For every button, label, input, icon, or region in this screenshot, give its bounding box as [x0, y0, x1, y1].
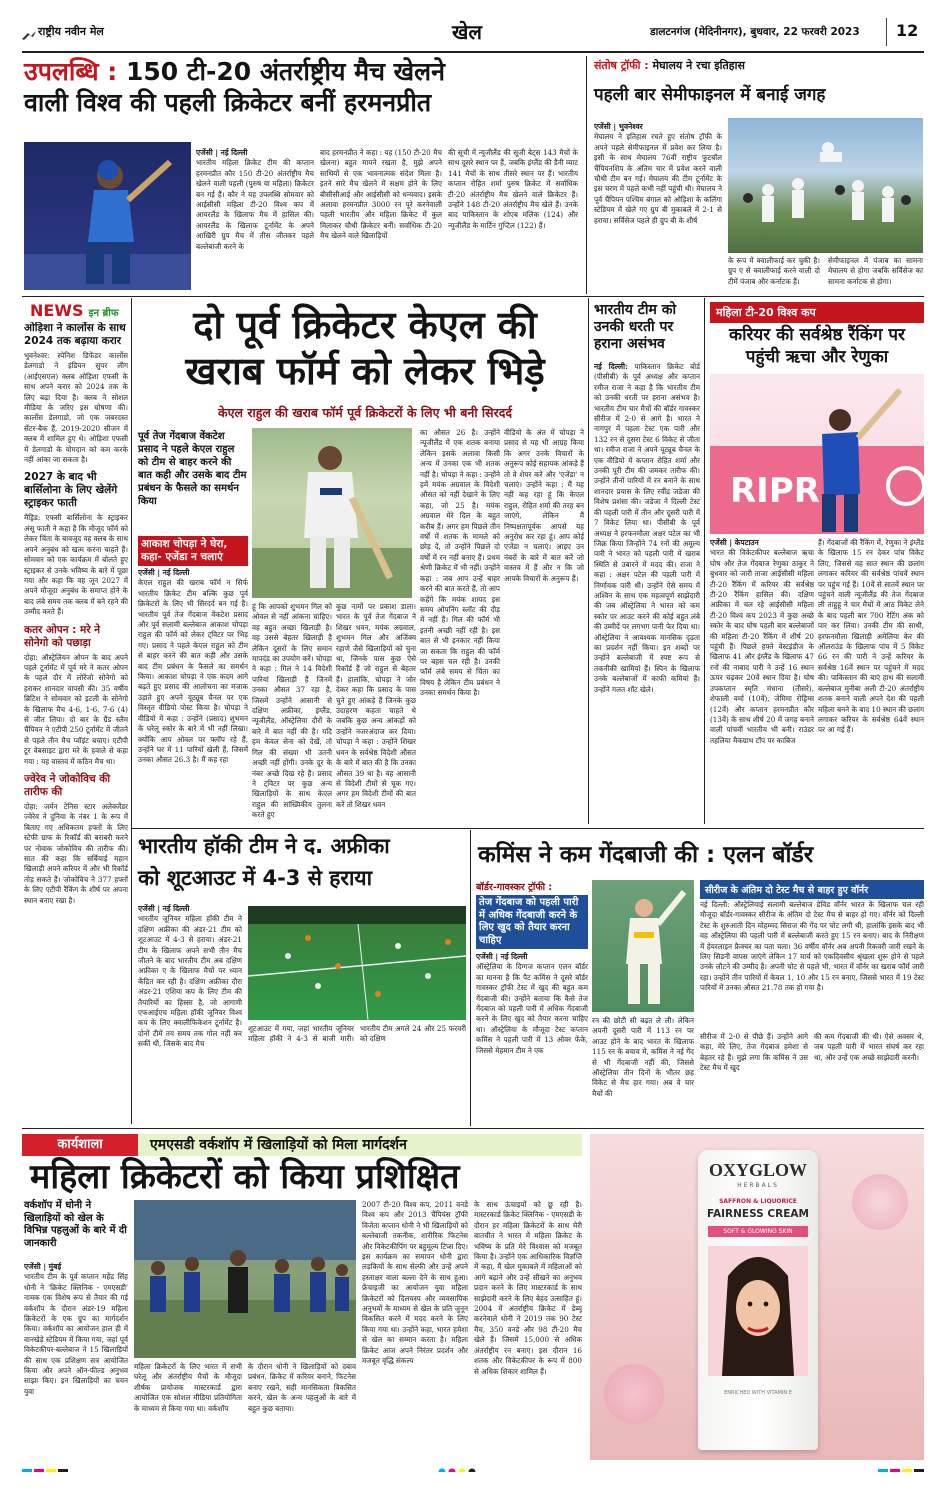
- pakistan-headline: भारतीय टीम को उनकी धरती पर हराना असंभव: [594, 302, 677, 352]
- paper-logo-icon: [22, 26, 36, 36]
- santosh-dateline: एजेंसी | भुवनेश्वर: [594, 122, 643, 131]
- ad-product-line: SAFFRON & LIQUORICE: [719, 1198, 797, 1205]
- ad-brand: OXYGLOW: [708, 1160, 807, 1180]
- lead-headline-1: 150 टी-20 अंतर्राष्ट्रीय मैच खेलने: [125, 57, 445, 86]
- brief-2-head: 2027 के बाद भी बार्सिलोना के लिए खेलेंगे स्ट्राइकर फाती: [24, 471, 118, 510]
- santosh-body-col3: सेमीफाइनल में पंजाब का सामना मेघालय से होगा जबकि सर्विसेज का सामना कर्नाटक से होगा।: [828, 256, 923, 286]
- rahul-pullquote: पूर्व तेज गेंदबाज वेंकटेश प्रसाद ने पहले केएल राहुल को टीम से बाहर करने की बात कही और उसके बाद टीम प्रबंधन के फैसले का समर्थन किया: [138, 431, 247, 507]
- meghalaya-team-photo: [728, 118, 923, 253]
- cummins-box: [476, 880, 588, 949]
- lead-headline: [24, 58, 580, 118]
- ad-brand-sub: HERBALS: [737, 1182, 779, 1189]
- cummins-box-head: तेज गेंदबाज को पहली पारी में अधिक गेंदबाजी करने के लिए खुद को तैयार करना चाहिए: [476, 895, 588, 949]
- lead-headline-2: वाली विश्व की पहली क्रिकेटर बनीं हरमनप्रीत: [24, 87, 432, 117]
- richa-body-col2: हैं। गेंदबाजों की रैंकिंग में, रेणुका ने इंग्लैंड के खिलाफ 15 रन देकर पांच विकेट लिए, जिससे वह सात स्थान की छलांग लगाकर करियर की सर्वश्रेष्ठ पांचवें स्थान पर पहुंच गई हैं। 10वें से सातवें स्थान पर पहुंचने वाली न्यूजीलैंड की तेज गेंदबाज ली ताहुहू ने चार मैचों में आठ विकेट लेने के बाद पहली बार 700 रेटिंग अंक को पार कर लिया। उनकी टीम की साथी, हरफनमौला खिलाड़ी अमेलिया केर की ऑलराउंड के खिलाफ पांच में 5 विकेट 66 रन की पारी ने उन्हें करियर के सर्वश्रेष्ठ 16वें स्थान पर पहुंचने में मदद की। पाकिस्तान की बाएं हाथ की सलामी बल्लेबाज मुनीबा अली टी-20 अंतर्राष्ट्रीय शतक बनाने वाली अपने देश की पहली महिला बनने के बाद 10 स्थान की छलांग लगाकर करियर के सर्वश्रेष्ठ 64वें स्थान पर आ गई हैं।: [818, 538, 924, 735]
- harmanpreet-photo: [24, 142, 191, 290]
- richa-body-col1: भारत की विकेटकीपर बल्लेबाज ऋचा घोष और तेज गेंदबाज रेणुका ठाकुर ने बुधवार को जारी ताजा आईसीसी महिला टी-20 रैंकिंग में करियर की सर्वश्रेष्ठ टी-20 रैंकिंग हासिल की। दक्षिण अफ्रीका में चल रहे आईसीसी महिला टी-20 विश्व कप 2023 में कुछ अच्छे स्कोर के बाद घोष पहली बार बल्लेबाजों की महिला टी-20 रैंकिंग में शीर्ष 20 पहुंची हैं। पिछले हफ्ते वेस्टइंडीज के खिलाफ 41 और इंग्लैंड के खिलाफ 47 रनों की नाबाद पारी ने उन्हें 16 स्थान ऊपर चढ़कर 20वें स्थान दिया है। घोष उपकप्तान स्मृति मंधाना (तीसरे), शेफाली वर्मा (10वें), जेमिमा रोड्रिग्स (12वें) और कप्तान हरमनप्रीत कौर (13वें) के साथ शीर्ष 20 में जगह बनाने वाली पांचवीं भारतीय भी बनी। राउंडर तहलिया मैकग्राथ टॉप पर काबिज: [710, 548, 814, 745]
- news-brief-column: [24, 322, 128, 1124]
- warner-body: नई दिल्ली: ऑस्ट्रेलियाई सलामी बल्लेबाज डेविड वॉर्नर भारत के खिलाफ चल रही मौजूदा बॉर्डर-गावस्कर सीरीज के अंतिम दो टेस्ट मैच से बाहर हो गए। वॉर्नर को दिल्ली टेस्ट के शुरुआती दिन मोहम्मद सिराज की गेंद पर चोट लगी थी, हालांकि इसके बाद भी वह ऑस्ट्रेलिया की पहली पारी में बल्लेबाजी करते हुए 15 रन बनाए। बाद के निरीक्षण में हेयरलाइन फ्रैक्चर का पता चला। 36 वर्षीय वॉर्नर अब अपनी रिकवरी जारी रखने के लिए सिडनी वापस जाएंगे लेकिन 17 मार्च को एकदिवसीय श्रृंखला शुरू होने से पहले उनके लौटने की उम्मीद है। अपनी चोट से पहले भी, भारत में वॉर्नर का खराब फॉर्म जारी रहा। उन्होंने तीन पारियों में केवल 1, 10 और 15 रन बनाए, जिससे भारत में 19 टेस्ट पारियों में उनका औसत 21.78 तक हो गया है।: [700, 900, 924, 993]
- workshop-body-col1: भारतीय टीम के पूर्व कप्तान महेंद्र सिंह धोनी ने 'क्रिकेट क्लिनिक - एमएसडी' नामक एक विशेष रूप से तैयार की गई वर्कशॉप के दौरान अंडर-19 महिला क्रिकेटरों के एक ग्रुप का मार्गदर्शन किया। वर्कशॉप का आयोजन हाल ही में वानखेड़े स्टेडियम में किया गया, जहां पूर्व विकेटकीपर-बल्लेबाज ने 15 खिलाड़ियों की साथ एक प्रशिक्षण सत्र आयोजित किया और अपने ऑन-फील्ड अनुभव साझा किए। इन खिलाड़ियों का चयन युवा: [24, 1272, 128, 1396]
- santosh-body-col2: के रूप में क्वालीफाई कर चुकी है। ग्रुप ए से क्वालीफाई करने वाली दो टीमें पंजाब और कर्नाटक हैं।: [728, 256, 820, 286]
- rahul-body-col1: केएल राहुल की खराब फॉर्म न सिर्फ भारतीय क्रिकेट टीम बल्कि कुछ पूर्व क्रिकेटरों के लिए भी सिरदर्द बन गई है। भारतीय पूर्व तेज गेंदबाज वेंकटेश प्रसाद और पूर्व सलामी बल्लेबाज आकाश चोपड़ा राहुल की फॉर्म को लेकर ट्विटर पर भिड़ गए। प्रसाद ने पहले केएल राहुल को टीम से बाहर करने की बात कही और उसके बाद टीम प्रबंधन के फैसले का समर्थन किया। आकाश चोपड़ा ने एक कदम आगे बढ़ते हुए प्रसाद की आलोचना का मजाक उड़ाते हुए अपने यूट्यूब चैनल पर एक विस्तृत वीडियो पोस्ट किया है। चोपड़ा ने वीडियो में कहा : उन्होंने (प्रसाद) शुभमन के घरेलू स्कोर के बारे में भी नहीं लिखा। क्योंकि आप ओवल पर फ्लॉप रहे हैं, उन्होंने घर में 11 पारियों खेली हैं, जिसमें उनका औसत 26.3 है। मैं कह रहा: [138, 578, 248, 765]
- lead-kicker: उपलब्धि :: [24, 57, 118, 86]
- pakistan-dateline: नई दिल्ली:: [594, 362, 628, 371]
- dhoni-workshop-photo: [134, 1200, 356, 1358]
- registration-bar: [22, 1462, 924, 1472]
- rahul-body-col3: कुछ नामों पर प्रकाश डाला। भारत के पूर्व तेज गेंदबाज ने शिखर धवन, मयंक अग्रवाल, शुभमन गिल और अजिंक्य रहाणे जैसे खिलाड़ियों को चुना था, जिनके पास कुछ ऐसे रिकॉर्ड हैं जो राहुल से बेहतर हैं। हालांकि, चोपड़ा ने जोर देकर कहा कि प्रसाद के पास चुने हुए आंकड़े हैं जिनके कुछ उदाहरण कहता चाहते थे जबकि कुछ अन्य आंकड़ों को उन्होंने नजरअंदाज कर दिया। चोपड़ा ने कहा : उन्होंने शिखर धवन के सर्वश्रेष्ठ विदेशी औसत के बारे में बात की है कि उनका औसत 39 था है। वह आसानी से विदेशी टीमों से चूक गए। अगर हम विदेशी टीमों की बात करें तो शिखर धवन: [336, 602, 416, 809]
- dateline: डालटनगंज (मेदिनीनगर), बुधवार, 22 फरवरी 2023: [650, 26, 860, 38]
- workshop-body-col2: महिला क्रिकेटरों के लिए भारत में सभी घरेलू और अंतर्राष्ट्रीय मैचों के मौजूदा शीर्षक प्रायोजक मास्टरकार्ड द्वारा आयोजित एक सोशल मीडिया प्रतियोगिता के माध्यम से किया गया था। वर्कशॉप: [134, 1362, 242, 1413]
- pakistan-body: पाकिस्तान क्रिकेट बोर्ड (पीसीबी) के पूर्व अध्यक्ष और कप्तान रमीज राजा ने कहा है कि भारतीय टीम को उनकी धरती पर हराना असंभव है। भारतीय टीम चार मैचों की बॉर्डर गावस्कर सीरीज में 2-0 से आगे है। भारत ने नागपुर में पहला टेस्ट एक पारी और 132 रन से दूसरा टेस्ट 6 विकेट से जीता था। रमीज राजा ने अपने यूट्यूब चैनल के एक वीडियो में कप्तान रोहित शर्मा और उनकी पूरी टीम की जमकर तारीफ की। उन्होंने तीनों पारियों में रन बनाने के साथ शानदार प्रयास के लिए रवींद्र जडेजा की विशेष प्रशंसा की। जडेजा ने दिल्ली टेस्ट की पहली पारी में तीन और दूसरी पारी में 7 विकेट लिया था। पीसीबी के पूर्व अध्यक्ष ने हरफनमौला अक्षर पटेल का भी जिक्र किया जिन्होंने 74 रनों की अमूल्य पारी ने भारत को पहली पारी में खराब स्थिति से उबारने में मदद की। राजा ने कहा : अक्षर पटेल की पहली पारी में निर्णायक पारी थी। उन्होंने ऐसे समय में अश्विन के साथ एक महत्वपूर्ण साझेदारी की जब ऑस्ट्रेलिया ने भारत को कम स्कोर पर आउट करने की कोई बहुत लंबे की उम्मीदें पर लगभग पानी फेर दिया था। ऑस्ट्रेलिया ने आवश्यक मानसिक दृढ़ता का प्रदर्शन नहीं किया। इन शब्दों पर उन्होंने बल्लेबाजी में स्पष्ट रूप से तकनीकी खामियां हैं। स्पिन के खिलाफ उनके बल्लेबाजों में काफी कमियां हैं। उन्होंने गलत शॉट खेले।: [594, 362, 700, 694]
- workshop-tag: कार्यशाला: [22, 1134, 138, 1156]
- workshop-kicker: एमएसडी वर्कशॉप में खिलाड़ियों को मिला मार्गदर्शन: [150, 1137, 407, 1153]
- rahul-body-col5: वीडियो के अंत में चोपड़ा ने प्रसाद से यह भी आग्रह किया कि अगर उनके विचारों के अनुरूप कोई सहायक आंकड़े हैं तो वे शेयर करें और 'एजेंडा' न चलाएं। उन्होंने कहा : मैं यह नहीं कह रहा हूं कि केएल राहुल, रोहित शर्मा की तरह बन जाएंगे, लेकिन मैं निष्पक्षतापूर्वक आपसे यह अनुरोध कर रहा हूं। आप कोई एजेंडा न चलाएं। आइए उन नंबरों के बारे में बात करें जो वास्तव में हैं और न कि जो आपके विचारों के अनुरूप हैं।: [504, 428, 584, 583]
- news-brief-label: NEWS इन ब्रीफ: [30, 301, 119, 320]
- richa-dateline: एजेंसी | केपटाउन: [710, 538, 759, 547]
- cummins-headline: कमिंस ने कम गेंदबाजी की : एलन बॉर्डर: [478, 842, 814, 868]
- ad-pink-orb-left: [604, 1364, 664, 1424]
- page-number: 12: [896, 21, 919, 40]
- richa-ghosh-photo: [710, 374, 924, 534]
- hockey-headline-2: को शूटआउट में 4-3 से हराया: [138, 866, 373, 890]
- ad-tagline: SOFT & GLOWING SKIN: [708, 1226, 808, 1237]
- brief-3-body: दोहा: ऑस्ट्रेलियन ओपन के बाद अपने पहले टूर्नामेंट में पूर्व मरे ने कतर ओपन के पहले दौर में लोरेंजो सोनेगो को हराकर शानदार वापसी की। 35 वर्षीय ब्रिटिश ने सोमवार को इटली के सोनेगो के खिलाफ मैच 4-6, 1-6, 7-6 (4) से जीत लिया। दो बार के ग्रैंड स्लैम चैंपियन ने एटीपी 250 टूर्नामेंट में जीतने से पहले तीन मैच प्वॉइंट बचाए। एटीपी टूर वेबसाइट द्वारा मरे के हवाले से कहा गया : यह वास्तव में कठिन मैच था।: [24, 652, 128, 766]
- brief-3-head: कतर ओपन : मरे ने सोनेगो को पछाड़ा: [24, 623, 101, 649]
- lead-body-col2: बाद हरमनप्रीत ने कहा : यह (150 टी-20 मैच खेलना) बहुत मायने रखता है, मुझे अपने साथियों से एक भावनात्मक संदेश मिला है। इतने सारे मैच खेलने में सक्षम होने के लिए बीसीसीआई और आईसीसी को धन्यवाद। इसके अलावा हरमनप्रीत 3000 रन पूरे करनेवाली पहली भारतीय और महिला क्रिकेट में कुल मिलाकर चौथी क्रिकेटर बनीं। सर्वाधिक टी-20 मैच खेलने वाले खिलाड़ियों: [320, 148, 442, 241]
- brief-4-head: ज्वेरेव ने जोकोविच की तारीफ की: [24, 773, 111, 798]
- brief-1-head: ओड़िशा ने कार्लोस के साथ 2024 तक बढ़ाया करार: [24, 322, 126, 347]
- ad-small-text: ENRICHED WITH VITAMIN E: [724, 1390, 792, 1396]
- workshop-box-head: वर्कशॉप में धोनी ने खिलाड़ियों को खेल के विभिन्न पहलुओं के बारे में दी जानकारी: [24, 1200, 127, 1249]
- hockey-match-photo: [248, 906, 466, 1020]
- workshop-body-col4: 2007 टी-20 विश्व कप, 2011 वनडे विश्व कप और 2013 चैंपियंस ट्रॉफी विजेता कप्तान धोनी ने भी खिलाड़ियों को बल्लेबाजी तकनीक, शारीरिक फिटनेस और विकेटकीपिंग पर बहुमूल्य टिप्स दिए। इस कार्यक्रम का समापन धोनी द्वारा लड़कियों के साथ सेल्फी और उन्हें अपने हस्ताक्षर वाला बल्ला देने के साथ हुआ। फ्रेंचाइजी का आयोजन युवा महिला क्रिकेटरों को दिलचस्प और व्यवसायिक अनुभवों के माध्यम से खेल के प्रति जुनून विकसित करने में मदद करने के लिए किया गया था। उन्होंने कहा, भारत हमेशा से खेल का सम्मान करता है। महिला क्रिकेट आज अपने निरंतर प्रदर्शन और मजबूत वृद्धि संकल्प: [362, 1200, 468, 1366]
- kl-rahul-photo: [252, 428, 412, 598]
- ad-model-face: [708, 1246, 808, 1376]
- cummins-body-col2: रन की छोटी सी बढ़त ले ली। लेकिन अपनी दूसरी पारी में 113 रन पर आउट होने के बाद भारत के खिलाफ 115 रन के बचाव में, कमिंस ने नई गेंद से भी गेंदबाजी नहीं की, जिससे ऑस्ट्रेलिया तीन दिनों के भीतर छह विकेट से मैच हार गया। अब वे चार मैचों की: [592, 1016, 694, 1098]
- workshop-body-col5: के साथ ऊंचाइयों को छू रही है। मास्टरकार्ड क्रिकेट क्लिनिक - एमएसडी के दौरान हर महिला क्रिकेटरों के साथ मेरी बातचीत ने भारत में महिला क्रिकेट के भविष्य के प्रति मेरे विश्वास को मजबूत किया है। उन्होंने एक आधिकारिक विज्ञप्ति में कहा, मैं खेल मुकाबले में महिलाओं को आगे बढ़ाने और उन्हें सीखने का अनुभव प्रदान करने के लिए मास्टरकार्ड के साथ साझेदारी करने के लिए बेहद उत्साहित हूं। 2004 में अंतर्राष्ट्रीय क्रिकेट में डेब्यू करनेवाले धोनी ने 2019 तक 90 टेस्ट मैच, 350 वनडे और 98 टी-20 मैच खेले हैं। जिसमें 15,000 से अधिक अंतर्राष्ट्रीय रन बनाए। इस दौरान 16 शतक और विकेटकीपर के रूप में 800 से अधिक शिकार शामिल हैं।: [474, 1200, 582, 1376]
- ad-pink-orb-right: [852, 1174, 908, 1230]
- section-name: खेल: [452, 20, 482, 44]
- rahul-headline-1: दो पूर्व क्रिकेटर केएल की: [193, 303, 537, 347]
- lead-dateline: एजेंसी | नई दिल्ली: [196, 148, 248, 157]
- ad-tube: [698, 1150, 818, 1450]
- masthead: [22, 18, 924, 50]
- lead-body-col3: की सूची में न्यूजीलैंड की सूजी बेट्स 143 मैचों के साथ दूसरे स्थान पर हैं, जबकि इंग्लैंड की डैनी व्याट 141 मैचों के साथ तीसरे स्थान पर हैं। भारतीय कप्तान रोहित शर्मा पुरुष क्रिकेट में सर्वाधिक टी-20 अंतर्राष्ट्रीय मैच खेलने वाले क्रिकेटर हैं। उन्होंने 148 टी-20 अंतर्राष्ट्रीय मैच खेले हैं। उनके बाद पाकिस्तान के शोएब मलिक (124) और न्यूजीलैंड के मार्टिन गुप्टिल (122) हैं।: [448, 148, 578, 230]
- paper-name: राष्ट्रीय नवीन मेल: [38, 25, 104, 38]
- brief-1-body: भुवनेश्वर: स्पेनिश डिफेंडर कार्लोस डेलगाडो ने इंडियन सुपर लीग (आईएसएल) क्लब ओड़िशा एफसी के साथ अपने करार को 2024 तक के लिए बढ़ा दिया है। क्लब ने सोशल मीडिया के जरिए इस घोषणा की। कार्लोस डेलगाडो, जो एक जबरदस्त सेंटर-बैक हैं, 2019-2020 सीजन में क्लब में शामिल हुए थे। ओड़िशा एफसी में डेलगाडो के योगदान को कम करके नहीं आंका जा सकता है।: [24, 351, 128, 465]
- warner-kicker: सीरीज के अंतिम दो टेस्ट मैच से बाहर हुए वॉर्नर: [700, 880, 924, 899]
- ad-product: FAIRNESS CREAM: [707, 1208, 809, 1220]
- rahul-dateline: एजेंसी | नई दिल्ली: [138, 568, 190, 577]
- workshop-headline: महिला क्रिकेटरों को किया प्रशिक्षित: [30, 1157, 460, 1197]
- santosh-body-col1: मेघालय ने इतिहास रचते हुए संतोष ट्रॉफी के अपने पहले सेमीफाइनल में प्रवेश कर लिया है। इसी के साथ मेघालय 76वीं राष्ट्रीय फुटबॉल चैंपियनशिप के अंतिम चार में प्रवेश करने वाली चौथी टीम बन गई। मेघालय की टीम टूर्नामेंट के इस चरण में पहले कभी नहीं पहुंची थी। मेघालय ने पूर्व चैंपियन पश्चिम बंगाल को ओड़िशा के कलिंगा स्टेडियम में खेले गए ग्रुप बी मुकाबले में 2-1 से हराया। सर्विसेज पहले ही ग्रुप बी के शीर्ष: [594, 132, 722, 225]
- richa-headline: करियर की सर्वश्रेष्ठ रैंकिंग पर पहुंची ऋचा और रेणुका: [729, 325, 905, 367]
- cummins-bowling-photo: [592, 880, 694, 1012]
- santosh-kicker: संतोष ट्रॉफी : मेघालय ने रचा इतिहास: [594, 59, 745, 72]
- brief-2-body: मैड्रिड: एफसी बार्सिलोना के स्ट्राइकर अंसू फाती ने कहा है कि मौजूद फॉर्म को लेकर चिंता के बावजूद वह क्लब के साथ अपने अनुबंध को खत्म करना चाहते हैं। सोमवार को एक कार्यक्रम में बोलते हुए स्ट्राइकर से उनके भविष्य के बारे में पूछा गया और कहा कि वह जून 2027 में अपने मौजूदा अनुबंध के समाप्त होने के बाद लंबे समय तक क्लब में बने रहने की उम्मीद करते हैं।: [24, 513, 128, 617]
- cummins-body-col1: ऑस्ट्रेलिया के दिग्गज कप्तान एलन बॉर्डर का मानना है कि पैट कमिंस ने दूसरे बॉर्डर गावस्कर ट्रॉफी टेस्ट में खुद की बहुत कम गेंदबाजी की। उन्होंने बताया कि कैसे तेज गेंदबाज को पहली पारी में अधिक गेंदबाजी करने के लिए खुद को तैयार करना चाहिए था। ऑस्ट्रेलिया के मौजूदा टेस्ट कप्तान कमिंस ने पहली पारी में 13 ओवर फेंके, जिससे मेहमान टीम ने एक: [476, 962, 588, 1055]
- hockey-headline-1: भारतीय हॉकी टीम ने द. अफ्रीका: [138, 834, 390, 858]
- richa-kicker: महिला टी-20 विश्व कप: [710, 302, 924, 323]
- brief-4-body: दोहा: जर्मन टेनिस स्टार अलेक्जेंडर ज्वेरेव ने दुनिया के नंबर 1 के रूप में बिताए गए अधिकतम हफ्तों के लिए स्टेफी ग्राफ के रिकॉर्ड की बराबरी करने पर नोवाक जोकोविच की तारीफ की। सात की कहा कि सर्बियाई महान खिलाड़ी अपने करियर में और भी रिकॉर्ड तोड़ सकते हैं। जोकोविच ने 377 हफ्तों के लिए एटीपी रैंकिंग के शीर्ष पर अपना स्थान बनाए रखा है।: [24, 802, 128, 905]
- cummins-dateline: एजेंसी | नई दिल्ली: [476, 952, 528, 961]
- svg-text:RIPR: RIPR: [730, 471, 820, 511]
- rahul-body-col4: का औसत 26 है। उन्होंने न्यूजीलैंड में एक शतक बनाया लेकिन इसके अलावा किसी अन्य में उनका एक भी शतक नहीं है। चोपड़ा ने कहा : उन्होंने हमें मयंक अग्रवाल के विदेशी औसत को नहीं देखाने के लिए कहा, जो 25 है। मयंक अग्रवाल मेरे दिल के बहुत करीब हैं। अगर हम पिछले तीन वर्षों में शतक के मामले को छोड़ दें, तो उन्होंने पिछले दो वर्षों में रन नहीं बनाए हैं। प्रथम श्रेणी क्रिकेट में भी नहीं। उन्होंने कहा : जब आप उन्हें बाहर करने की बात करते हैं, तो आप कहेंगे कि मयंक शायद इस समय ओपनिंग स्लॉट की दौड़ में नहीं हैं। गिल की फॉर्म भी इतनी अच्छी नहीं रही है। इस बात से भी इनकार नहीं किया जा सकता कि राहुल की फॉर्म पर बहस चल रही है। उनकी फॉर्म लंबे समय से चिंता का विषय है लेकिन टीम प्रबंधन ने उनका समर्थन किया है।: [420, 428, 500, 698]
- lead-body-col1: भारतीय महिला क्रिकेट टीम की कप्तान हरमनप्रीत कौर 150 टी-20 अंतर्राष्ट्रीय मैच खेलने वाली पहली (पुरुष या महिला) क्रिकेटर बन गई हैं। कौर ने यह उपलब्धि सोमवार को आईसीसी महिला टी-20 विश्व कप में आयरलैंड के खिलाफ मैच में हासिल की। आयरलैंड के खिलाफ टूर्नामेंट के अपने आखिरी ग्रुप मैच में तीस जीतकर पहले बल्लेबाजी करने के: [196, 158, 314, 251]
- rahul-headline-2: खराब फॉर्म को लेकर भिड़े: [185, 349, 545, 393]
- hockey-body-col1: भारतीय जूनियर महिला हॉकी टीम ने दक्षिण अफ्रीका की अंडर-21 टीम को शूटआउट में 4-3 से हराया। अंडर-21 टीम के खिलाफ अपने सभी तीन मैच जीतने के बाद भारतीय टीम अब दक्षिण अफ्रीका ए के खिलाफ मैचों पर ध्यान केंद्रित कर रही है। दक्षिण अफ्रीका दौरा अंडर-21 एशिया कप के लिए टीम की तैयारियों का हिस्सा है, जो आगामी एफआईएच महिला हॉकी जूनियर विश्व कप के लिए क्वालीफिकेशन टूर्नामेंट है। दोनों टीमें तय समय तक गोल नहीं कर सकीं थी, जिसके बाद मैच: [138, 914, 242, 1049]
- rahul-box-head: आकाश चोपड़ा ने घेरा, कहा- एजेंडा न चलाएं: [138, 536, 248, 566]
- rahul-subhead: केएल राहुल की खराब फॉर्म पूर्व क्रिकेटरों के लिए भी बनी सिरदर्द: [218, 405, 512, 420]
- hockey-dateline: एजेंसी | नई दिल्ली: [138, 904, 190, 913]
- cummins-side-col1: सीरीज में 2-0 से पीछे हैं। उन्होंने आगे कहा, मेरे लिए, तेज गेंदबाज हमेशा से बेहतर रहे हैं। मुझे लगा कि कमिंस ने उस टेस्ट मैच में खुद: [700, 1032, 808, 1073]
- cummins-box-kicker: बॉर्डर-गावस्कर ट्रॉफी :: [476, 882, 553, 893]
- rahul-body-col2: हूं कि आपको शुभमन गिल को ओवल से नहीं आंकना चाहिए। वह बहुत अच्छा खिलाड़ी है। वह उससे बेहतर खिलाड़ी है लेकिन दूसरों के लिए समान मापदंड का उपयोग करें। चोपड़ा ने कहा : गिल ने 14 विदेशी पारियां खिलाड़ी हैं जिनमें उनका औसत 37 रहा है, जिसमें उन्होंने आसानी से दक्षिण अफ्रीका, इंग्लैंड, न्यूजीलैंड, ऑस्ट्रेलिया दौरों के बारे में बात नहीं की है। यदि हम केवल सेना को देखें, तो गिल की संख्या भी उतनी अच्छी नहीं होंगी। उनके दूर के नंबर अच्छे दिख रहे हैं। प्रसाद ने ट्विटर पर कुछ अन्य खिलाड़ियों के साथ केएल राहुल की सांख्यिकीय तुलना करते हुए: [252, 602, 332, 820]
- workshop-dateline: एजेंसी | मुंबई: [24, 1262, 62, 1271]
- cummins-side-col2: की कम गेंदबाजी की थी। ऐसे अवसर थे, जब पहली पारी में भारत संघर्ष कर रहा था, और उन्हें एक अच्छे साझेदारी करनी।: [814, 1032, 924, 1062]
- oxyglow-ad[interactable]: [590, 1134, 924, 1460]
- santosh-headline: पहली बार सेमीफाइनल में बनाई जगह: [594, 85, 826, 105]
- hockey-body-col2: शूटआउट में गया, जहां भारतीय जूनियर महिला हॉकी ने 4-3 से बाजी मारी। भारतीय टीम अगले 24 और 25 फरवरी को दक्षिण: [248, 1024, 466, 1044]
- workshop-body-col3: के दौरान धोनी ने खिलाड़ियों को दबाव प्रबंधन, क्रिकेट में करियर बनाने, फिटनेस बनाए रखने, सही मानसिकता विकसित करने, खेल के अन्य पहलुओं के बारे में बहुत कुछ बताया।: [248, 1362, 356, 1413]
